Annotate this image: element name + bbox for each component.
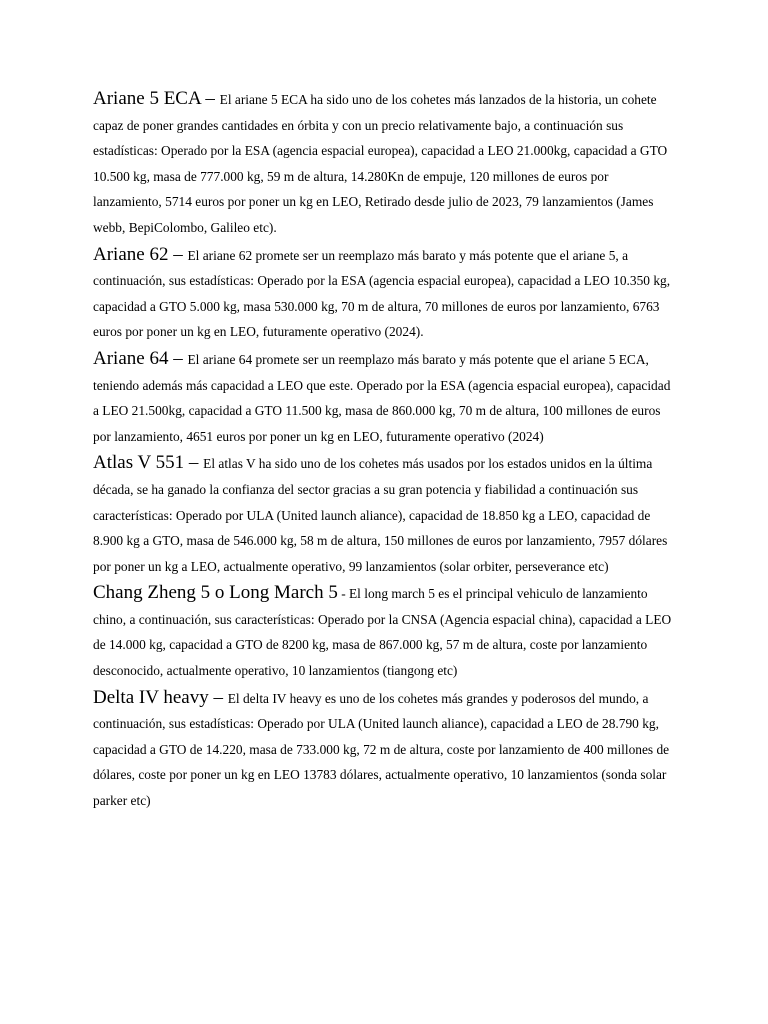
entry-title: Delta IV heavy	[93, 686, 209, 708]
entry-text: El ariane 5 ECA ha sido uno de los cohetes más lanzados de la historia, un cohete capaz de poner grandes cantidades en órbita y con un precio relativamente bajo, a continuación sus estadísticas: Operado por la ESA (agencia espacial europea), capacidad a LEO 21.000kg, capacidad a GTO 10.500 kg, masa de 777.000 kg, 59 m de altura, 14.280Kn de empuje, 120 millones de euros por lanzamiento, 5714 euros por poner un kg en LEO, Retirado desde julio de 2023, 79 lanzamientos (James webb, BepiColombo, Galileo etc).	[93, 92, 668, 235]
entry-text: El delta IV heavy es uno de los cohetes más grandes y poderosos del mundo, a continuación, sus estadísticas: Operado por ULA (United launch aliance), capacidad a LEO de 28.790 kg, capacidad a GTO de 14.220, masa de 733.000 kg, 72 m de altura, coste por lanzamiento de 400 millones de dólares, coste por poner un kg en LEO 13783 dólares, actualmente operativo, 10 lanzamientos (sonda solar parker etc)	[93, 690, 670, 809]
document-page	[93, 86, 679, 814]
entry-ariane-64	[93, 346, 679, 449]
entry-title: Atlas V 551	[93, 452, 185, 474]
entry-atlas-v-551	[93, 450, 679, 579]
entry-separator: -	[337, 586, 349, 602]
entry-separator: –	[168, 347, 188, 369]
entry-separator: –	[208, 686, 228, 708]
entry-text: El long march 5 es el principal vehiculo de lanzamiento chino, a continuación, sus características: Operado por la CNSA (Agencia espacial china), capacidad a LEO de 14.000 kg, capacidad a GTO de 8200 kg, masa de 867.000 kg, 57 m de altura, coste por lanzamiento desconocido, actualmente operativo, 10 lanzamientos (tiangong etc)	[93, 586, 672, 679]
entry-title: Ariane 5 ECA	[93, 88, 201, 109]
entry-title: Ariane 64	[93, 347, 169, 369]
entry-title: Ariane 62	[93, 243, 169, 265]
entry-long-march-5	[93, 580, 679, 683]
entry-separator: –	[168, 243, 188, 265]
entry-delta-iv-heavy	[93, 685, 679, 814]
entry-text: El ariane 64 promete ser un reemplazo más barato y más potente que el ariane 5 ECA, teniendo además más capacidad a LEO que este. Operado por la ESA (agencia espacial europea), capacidad a LEO 21.500kg, capacidad a GTO 11.500 kg, masa de 860.000 kg, 70 m de altura, 100 millones de euros por lanzamiento, 4651 euros por poner un kg en LEO, futuramente operativo (2024)	[93, 351, 671, 444]
entry-text: El ariane 62 promete ser un reemplazo más barato y más potente que el ariane 5, a continuación, sus estadísticas: Operado por la ESA (agencia espacial europea), capacidad a LEO 10.350 kg, capacidad a GTO 5.000 kg, masa 530.000 kg, 70 m de altura, 70 millones de euros por lanzamiento, 6763 euros por poner un kg en LEO, futuramente operativo (2024).	[93, 247, 671, 340]
entry-ariane-5-eca	[93, 86, 679, 241]
entry-separator: –	[200, 88, 220, 109]
entry-text: El atlas V ha sido uno de los cohetes más usados por los estados unidos en la última década, se ha ganado la confianza del sector gracias a su gran potencia y fiabilidad a continuación sus características: Operado por ULA (United launch aliance), capacidad de 18.850 kg a LEO, capacidad de 8.900 kg a GTO, masa de 546.000 kg, 58 m de altura, 150 millones de euros por lanzamiento, 7957 dólares por poner un kg a LEO, actualmente operativo, 99 lanzamientos (solar orbiter, perseverance etc)	[93, 456, 668, 574]
entry-separator: –	[184, 452, 204, 474]
entry-ariane-62	[93, 242, 679, 345]
entry-title: Chang Zheng 5 o Long March 5	[93, 582, 338, 604]
